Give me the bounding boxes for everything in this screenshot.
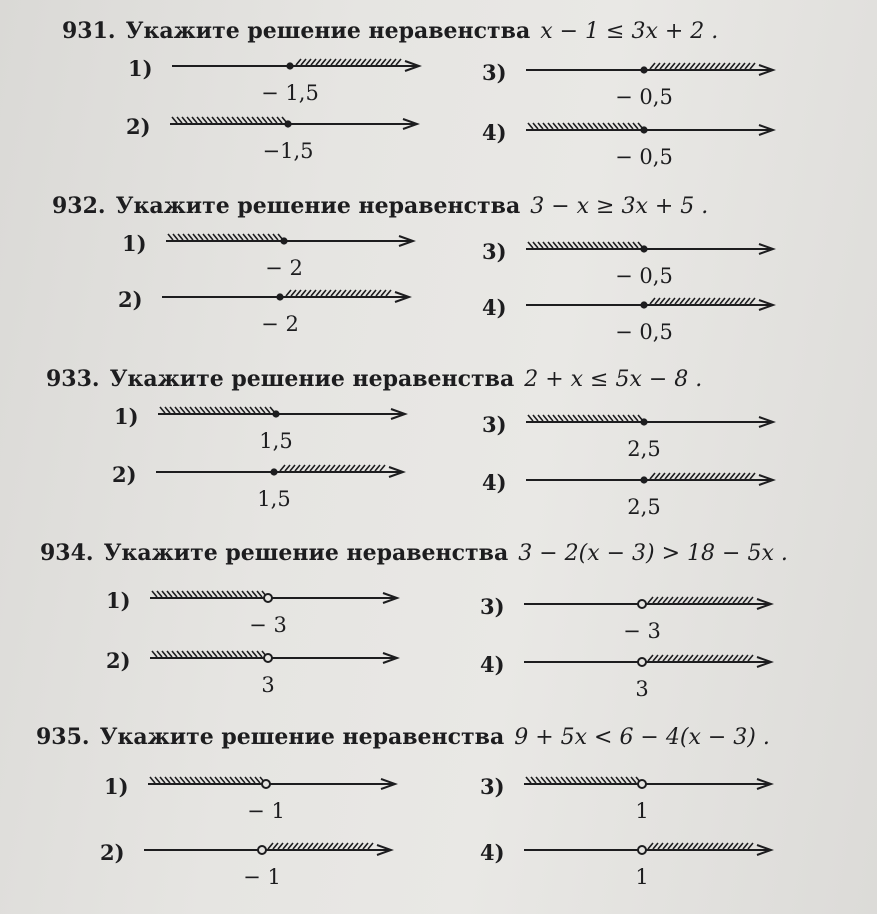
option-label: 1)	[106, 588, 131, 613]
number-line	[524, 840, 779, 860]
option-label: 1)	[128, 56, 153, 81]
open-point	[638, 658, 646, 666]
problem-inequality: 2 + x ≤ 5x − 8 .	[524, 367, 703, 392]
solution-hatching	[650, 473, 755, 479]
number-line	[526, 120, 781, 140]
problem-title	[36, 724, 770, 750]
option-2[interactable]	[112, 462, 452, 514]
closed-point	[280, 237, 287, 244]
solution-hatching	[296, 59, 401, 65]
option-value: − 1	[243, 865, 281, 889]
open-point	[638, 846, 646, 854]
solution-hatching	[268, 843, 373, 849]
solution-hatching	[648, 597, 753, 603]
option-label: 4)	[480, 652, 505, 677]
solution-hatching	[172, 117, 287, 123]
option-value: 1	[635, 799, 649, 823]
option-value: 3	[635, 677, 649, 701]
option-3[interactable]	[480, 774, 820, 826]
option-value: 1	[635, 865, 649, 889]
problem-number: 934.	[40, 540, 94, 566]
solution-hatching	[280, 465, 385, 471]
closed-point	[640, 66, 647, 73]
option-label: 2)	[100, 840, 125, 865]
problem-number: 933.	[46, 366, 100, 392]
number-line	[170, 114, 425, 134]
open-point	[638, 600, 646, 608]
option-4[interactable]	[480, 652, 820, 704]
option-value: − 0,5	[615, 85, 673, 109]
closed-point	[640, 418, 647, 425]
number-line	[526, 470, 781, 490]
option-2[interactable]	[100, 840, 440, 892]
solution-hatching	[528, 415, 643, 421]
option-label: 4)	[482, 120, 507, 145]
option-label: 3)	[482, 412, 507, 437]
problem-number: 931.	[62, 18, 116, 44]
solution-hatching	[650, 63, 755, 69]
problem-inequality: x − 1 ≤ 3x + 2 .	[540, 19, 719, 44]
option-3[interactable]	[482, 412, 822, 464]
option-value: 2,5	[627, 437, 661, 461]
problem-title	[46, 366, 702, 392]
closed-point	[272, 410, 279, 417]
option-label: 2)	[106, 648, 131, 673]
option-1[interactable]	[128, 56, 468, 108]
option-4[interactable]	[482, 470, 822, 522]
problem-inequality: 3 − 2(x − 3) > 18 − 5x .	[518, 541, 788, 566]
option-value: − 1	[247, 799, 285, 823]
option-label: 2)	[126, 114, 151, 139]
option-value: 1,5	[257, 487, 291, 511]
problem-inequality: 9 + 5x < 6 − 4(x − 3) .	[514, 725, 770, 750]
solution-hatching	[160, 407, 275, 413]
option-value: − 1,5	[261, 81, 319, 105]
closed-point	[286, 62, 293, 69]
option-label: 1)	[104, 774, 129, 799]
closed-point	[640, 301, 647, 308]
option-label: 1)	[114, 404, 139, 429]
number-line	[526, 239, 781, 259]
problem-number: 932.	[52, 193, 106, 219]
option-1[interactable]	[106, 588, 446, 640]
option-value: − 3	[623, 619, 661, 643]
open-point	[638, 780, 646, 788]
closed-point	[270, 468, 277, 475]
number-line	[524, 652, 779, 672]
solution-hatching	[526, 777, 641, 783]
solution-hatching	[650, 298, 755, 304]
number-line	[524, 594, 779, 614]
option-label: 4)	[482, 295, 507, 320]
option-label: 3)	[480, 594, 505, 619]
solution-hatching	[528, 123, 643, 129]
option-value: − 0,5	[615, 320, 673, 344]
option-1[interactable]	[104, 774, 444, 826]
option-value: − 2	[265, 256, 303, 280]
problem-text: Укажите решение неравенства	[125, 18, 531, 44]
option-label: 2)	[118, 287, 143, 312]
solution-hatching	[152, 591, 267, 597]
closed-point	[276, 293, 283, 300]
option-value: − 0,5	[615, 264, 673, 288]
open-point	[258, 846, 266, 854]
option-3[interactable]	[482, 60, 822, 112]
open-point	[264, 654, 272, 662]
option-1[interactable]	[122, 231, 462, 283]
closed-point	[640, 476, 647, 483]
number-line	[526, 295, 781, 315]
closed-point	[640, 245, 647, 252]
solution-hatching	[150, 777, 265, 783]
option-2[interactable]	[126, 114, 466, 166]
problem-text: Укажите решение неравенства	[99, 724, 505, 750]
option-label: 4)	[480, 840, 505, 865]
number-line	[524, 774, 779, 794]
solution-hatching	[152, 651, 267, 657]
problem-title	[52, 193, 708, 219]
option-value: 1,5	[259, 429, 293, 453]
number-line	[172, 56, 427, 76]
problem-text: Укажите решение неравенства	[115, 193, 521, 219]
option-2[interactable]	[106, 648, 446, 700]
problem-title	[62, 18, 718, 44]
option-4[interactable]	[482, 295, 822, 347]
option-3[interactable]	[480, 594, 820, 646]
option-label: 3)	[480, 774, 505, 799]
number-line	[158, 404, 413, 424]
option-value: 2,5	[627, 495, 661, 519]
problem-inequality: 3 − x ≥ 3x + 5 .	[530, 194, 709, 219]
solution-hatching	[168, 234, 283, 240]
open-point	[264, 594, 272, 602]
option-label: 3)	[482, 60, 507, 85]
option-value: − 2	[261, 312, 299, 336]
solution-hatching	[286, 290, 391, 296]
option-label: 4)	[482, 470, 507, 495]
option-value: 3	[261, 673, 275, 697]
number-line	[526, 412, 781, 432]
option-label: 2)	[112, 462, 137, 487]
option-3[interactable]	[482, 239, 822, 291]
option-4[interactable]	[480, 840, 820, 892]
number-line	[526, 60, 781, 80]
solution-hatching	[648, 843, 753, 849]
number-line	[148, 774, 403, 794]
number-line	[162, 287, 417, 307]
option-2[interactable]	[118, 287, 458, 339]
open-point	[262, 780, 270, 788]
option-1[interactable]	[114, 404, 454, 456]
option-4[interactable]	[482, 120, 822, 172]
solution-hatching	[648, 655, 753, 661]
option-label: 3)	[482, 239, 507, 264]
problem-text: Укажите решение неравенства	[103, 540, 509, 566]
option-value: −1,5	[262, 139, 314, 163]
number-line	[150, 648, 405, 668]
problem-title	[40, 540, 788, 566]
problem-text: Укажите решение неравенства	[109, 366, 515, 392]
option-label: 1)	[122, 231, 147, 256]
number-line	[144, 840, 399, 860]
option-value: − 3	[249, 613, 287, 637]
closed-point	[640, 126, 647, 133]
closed-point	[284, 120, 291, 127]
number-line	[150, 588, 405, 608]
solution-hatching	[528, 242, 643, 248]
number-line	[166, 231, 421, 251]
number-line	[156, 462, 411, 482]
problem-number: 935.	[36, 724, 90, 750]
option-value: − 0,5	[615, 145, 673, 169]
